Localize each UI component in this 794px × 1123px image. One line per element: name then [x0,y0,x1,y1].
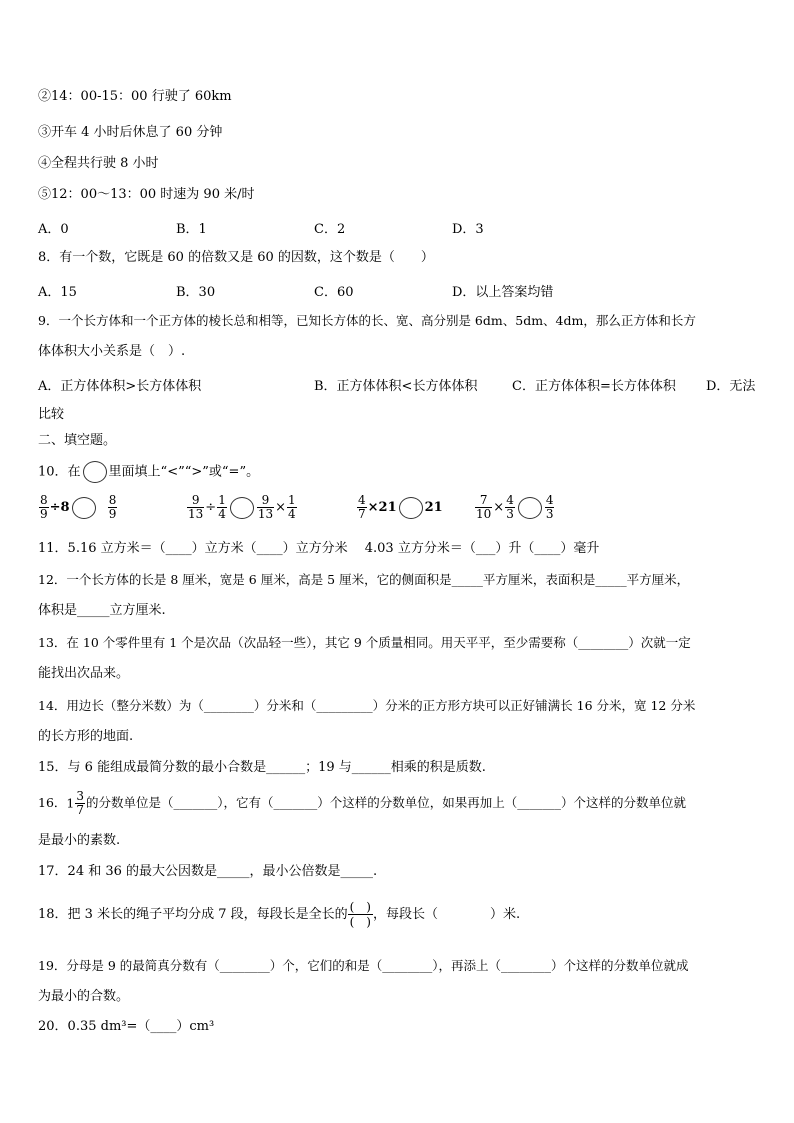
q9-option-c: C．正方体体积=长方体体积 [512,379,676,394]
answer-circle[interactable] [399,497,423,519]
mixed-number: 1 $\frac{3}{7}$ [66,789,84,818]
fraction: $\frac{7}{10}$ [476,493,492,521]
answer-circle[interactable] [518,497,542,519]
statement-4: ④全程共行驶 8 小时 [38,156,159,171]
q18: 18．把 3 米长的绳子平均分成 7 段，每段长是全长的 ( ) ( ) ，每段长（ ）米. [38,900,521,929]
q20: 20．0.35 dm³=（____）cm³ [38,1019,215,1034]
circle-icon [83,461,107,483]
q7-option-d: D．3 [452,222,484,237]
statement-3: ③开车 4 小时后休息了 60 分钟 [38,125,223,140]
q19-line1: 19．分母是 9 的最简真分数有（________）个，它们的和是（________），再添上（________）个这样的分数单位就成 [38,958,689,973]
fraction: $\frac{1}{4}$ [218,493,226,521]
q10-expr-3: $\frac{4}{7}$ ×21 21 [358,493,443,521]
fraction-blank[interactable]: ( ) ( ) [349,900,371,929]
statement-2: ②14：00-15：00 行驶了 60km [38,89,232,104]
q17: 17．24 和 36 的最大公因数是_____，最小公倍数是_____. [38,864,378,879]
fraction: $\frac{8}{9}$ [40,493,48,521]
q10-expr-2: $\frac{9}{13}$ ÷ $\frac{1}{4}$ $\frac{9}{13}$ × $\frac{1}{4}$ [188,493,296,521]
q11: 11．5.16 立方米＝（____）立方米（____）立方分米 4.03 立方分米＝（___）升（____）毫升 [38,541,600,556]
q8-option-c: C．60 [314,285,354,300]
q14-line2: 的长方形的地面. [38,729,134,744]
answer-circle[interactable] [230,497,254,519]
q8-option-d: D．以上答案均错 [452,285,554,300]
q10-expr-1: $\frac{8}{9}$ ÷8 $\frac{8}{9}$ [40,493,117,521]
q9-option-d: D．无法 [706,379,756,394]
q9-stem-line2: 体体积大小关系是（ ）. [38,344,186,359]
fraction: $\frac{4}{7}$ [358,493,366,521]
fraction: $\frac{1}{4}$ [288,493,296,521]
q16-line1: 16．1 $\frac{3}{7}$ 的分数单位是（_______），它有（_______）个这样的分数单位，如果再加上（_______）个这样的分数单位就 [38,789,687,818]
q9-stem-line1: 9．一个长方体和一个正方体的棱长总和相等，已知长方体的长、宽、高分别是 6dm、5dm、4dm，那么正方体和长方 [38,313,696,328]
fraction: $\frac{4}{3}$ [545,493,554,521]
q13-line2: 能找出次品来。 [38,666,130,681]
fraction: $\frac{4}{3}$ [506,493,514,521]
q15: 15．与 6 能组成最简分数的最小合数是______；19 与______相乘的积是质数. [38,760,486,775]
q9-option-b: B．正方体体积<长方体体积 [314,379,478,394]
q12-line2: 体积是_____立方厘米. [38,603,166,618]
q8-stem: 8．有一个数，它既是 60 的倍数又是 60 的因数，这个数是（ ） [38,250,434,265]
q14-line1: 14．用边长（整分米数）为（________）分米和（_________）分米的正方形方块可以正好铺满长 16 分米，宽 12 分米 [38,698,696,713]
statement-5: ⑤12：00～13：00 时速为 90 米/时 [38,187,255,202]
q19-line2: 为最小的合数。 [38,989,130,1004]
q10-expr-4: $\frac{7}{10}$ × $\frac{4}{3}$ $\frac{4}{3}$ [476,493,554,521]
q7-option-c: C．2 [314,222,346,237]
q16-line2: 是最小的素数. [38,833,121,848]
q10-stem-post: 里面填上“<”“>”或“=”。 [108,464,260,480]
section-heading: 二、填空题。 [38,433,117,448]
q7-option-b: B．1 [176,222,207,237]
fraction: $\frac{9}{13}$ [188,493,204,521]
q13-line1: 13．在 10 个零件里有 1 个是次品（次品轻一些），其它 9 个质量相同。用天平平，至少需要称（________）次就一定 [38,635,691,650]
q12-line1: 12．一个长方体的长是 8 厘米，宽是 6 厘米，高是 5 厘米，它的侧面积是_____平方厘米，表面积是_____平方厘米， [38,572,690,587]
q8-option-b: B．30 [176,285,216,300]
q7-option-a: A．0 [38,222,69,237]
q9-option-a: A．正方体体积>长方体体积 [38,379,202,394]
q10-stem-pre: 10．在 [38,464,81,480]
q9-option-d-cont: 比较 [38,407,65,422]
answer-circle[interactable] [72,497,96,519]
q10-stem [38,461,259,483]
fraction: $\frac{9}{13}$ [257,493,274,521]
q8-option-a: A．15 [38,285,77,300]
fraction: $\frac{8}{9}$ [108,493,117,521]
